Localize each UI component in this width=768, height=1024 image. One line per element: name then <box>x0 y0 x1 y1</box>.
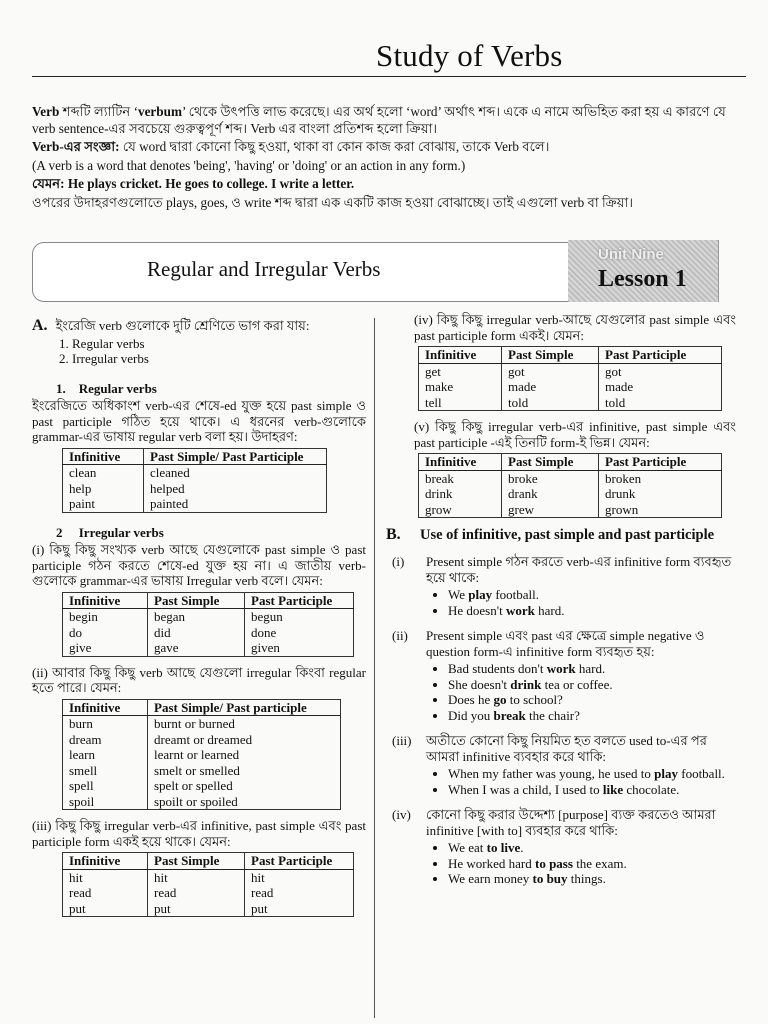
example-verb: to live <box>486 840 521 855</box>
item-body <box>426 807 736 887</box>
regular-verbs-table <box>62 448 327 513</box>
irregular-verbs-heading: 2 Irregular verbs <box>56 524 164 540</box>
table-cell: drank <box>502 486 599 502</box>
table-header: Infinitive <box>63 699 148 716</box>
intro-verbum: verbum <box>137 104 182 119</box>
table-cell: begun <box>245 609 354 625</box>
example-list <box>426 840 736 887</box>
item-number: (i) <box>392 554 405 569</box>
example-text: hard. <box>575 661 606 676</box>
table-cell: grown <box>599 502 722 518</box>
table-cell: made <box>599 379 722 395</box>
example-text: . <box>520 840 524 855</box>
section-letter: A. <box>32 317 48 334</box>
intro-section <box>32 104 752 213</box>
item-number: (iv) <box>392 807 411 822</box>
example-text: Bad students don't <box>448 661 547 676</box>
intro-text: শব্দটি ল্যাটিন ‘ <box>59 104 138 119</box>
table-row <box>63 763 341 779</box>
table-header: Past Participle <box>245 592 354 609</box>
irregular-verbs-table <box>62 592 354 657</box>
table-header: Past Simple <box>148 592 245 609</box>
list-item <box>448 603 736 619</box>
table-cell: learn <box>63 747 148 763</box>
different-forms-table <box>418 453 722 518</box>
list-item <box>448 871 736 887</box>
example-text: We eat <box>448 840 487 855</box>
section-b-heading <box>386 526 736 544</box>
same-form-paragraph: (iii) কিছু কিছু irregular verb-এর infinitive, past simple এবং past participle form একই হয়ে থাকে। যেমন: <box>32 818 366 849</box>
banner-title: Regular and Irregular Verbs <box>147 257 381 281</box>
table-row <box>63 640 354 656</box>
unit-badge <box>568 240 719 302</box>
list-item <box>448 782 736 798</box>
table-header: Infinitive <box>419 347 502 364</box>
table-row <box>63 794 341 810</box>
example-verb: write <box>279 176 309 191</box>
example-text: When I was a child, I used to <box>448 781 603 797</box>
table-row <box>63 732 341 748</box>
table-row <box>419 502 722 518</box>
example-verb: go <box>493 692 507 707</box>
section-a-heading <box>32 318 366 334</box>
table-header: Infinitive <box>63 592 148 609</box>
example-verb: work <box>505 602 535 618</box>
table-cell: clean <box>63 465 144 481</box>
section-b-title: Use of infinitive, past simple and past participle <box>420 527 715 543</box>
usage-item-3 <box>386 733 736 797</box>
regular-or-irregular-paragraph: (ii) আবার কিছু কিছু verb আছে যেগুলো irregular কিংবা regular হতে পারে। যেমন: <box>32 664 366 695</box>
table-row <box>419 379 722 395</box>
table-cell: put <box>245 901 354 917</box>
example-verb: to pass <box>535 855 573 871</box>
lesson-banner <box>32 242 570 302</box>
example-text: things. <box>567 871 606 886</box>
table-header: Infinitive <box>63 853 148 870</box>
unit-name: Unit Nine <box>598 246 664 263</box>
table-cell: put <box>148 901 245 917</box>
example-verb: like <box>602 781 624 797</box>
table-row <box>419 470 722 486</box>
example-verb: break <box>493 707 526 723</box>
example-text: to college. I <box>208 176 280 191</box>
example-text: cricket. He <box>116 176 185 191</box>
table-cell: get <box>419 363 502 379</box>
table-cell: done <box>245 625 354 641</box>
item-text: অতীতে কোনো কিছু নিয়মিত হত বলতে used to-এর পর আমরা infinitive ব্যবহার করে থাকি: <box>426 733 707 764</box>
item-text: কোনো কিছু করার উদ্দেশ্য [purpose] ব্যক্ত করতেও আমরা infinitive [with to] ব্যবহার করে থাকি: <box>426 807 716 838</box>
example-text: We earn money <box>448 871 533 886</box>
table-header: Past Participle <box>599 454 722 471</box>
list-item <box>448 708 736 724</box>
example-text: football. <box>492 587 540 602</box>
table-cell: read <box>63 885 148 901</box>
table-cell: painted <box>144 496 327 512</box>
page-title: Study of Verbs <box>376 38 563 73</box>
table-cell: dream <box>63 732 148 748</box>
table-cell: cleaned <box>144 465 327 481</box>
example-text: the chair? <box>525 707 580 723</box>
right-column <box>386 312 736 887</box>
table-header: Past Simple/ Past participle <box>148 699 341 716</box>
intro-text: ’ থেকে উৎপত্তি লাভ করেছে। এর অর্থ হলো ‘word’ অর্থাৎ শব্দ। একে এ নামে অভিহিত করা হয় এ কারণে যে verb sentence-এর সবচেয়ে গুরুত্বপূর্ণ শব্দ। Verb এর বাংলা প্রতিশব্দ হলো ক্রিয়া। <box>32 104 726 136</box>
table-header: Past Simple/ Past Participle <box>144 448 327 465</box>
table-row <box>419 395 722 411</box>
table-cell: drunk <box>599 486 722 502</box>
example-text: He worked hard <box>448 855 535 871</box>
table-cell: read <box>148 885 245 901</box>
table-cell: help <box>63 481 144 497</box>
regular-verbs-paragraph: ইংরেজিতে অধিকাংশ verb-এর শেষে-ed যুক্ত হয়ে past simple ও past participle গঠিত হয়ে থাকে। এ ধরনের verb-গুলোকে grammar-এর ভাষায় regular verb বলা হয়। উদাহরণ: <box>32 398 366 444</box>
table-cell: hit <box>245 869 354 885</box>
table-cell: smelt or smelled <box>148 763 341 779</box>
item-body <box>426 554 736 618</box>
list-item <box>448 587 736 603</box>
list-item <box>448 677 736 693</box>
table-row <box>63 885 354 901</box>
item-body <box>426 733 736 797</box>
definition-text: যে word দ্বারা কোনো কিছু হওয়া, থাকা বা কোন কাজ করা বোঝায়, তাকে Verb বলে। <box>119 139 550 154</box>
table-header: Past Simple <box>502 454 599 471</box>
table-row <box>63 901 354 917</box>
irregular-verbs-paragraph: (i) কিছু কিছু সংখ্যক verb আছে যেগুলোকে past simple ও past participle গঠন করতে শেষে-ed যুক্ত হয় না। এ জাতীয় verb-গুলোকে grammar-এর ভাষায় Irregular verb বলে। যেমন: <box>32 542 366 588</box>
table-cell: read <box>245 885 354 901</box>
usage-item-4 <box>386 807 736 887</box>
table-header: Past Participle <box>245 853 354 870</box>
table-cell: make <box>419 379 502 395</box>
table-row <box>63 609 354 625</box>
section-text: ইংরেজি verb গুলোকে দুটি শ্রেণিতে ভাগ করা যায়: <box>55 318 310 333</box>
table-row <box>63 778 341 794</box>
table-cell: burn <box>63 716 148 732</box>
table-cell: spoil <box>63 794 148 810</box>
example-verb: play <box>654 766 678 781</box>
table-cell: did <box>148 625 245 641</box>
table-row <box>419 486 722 502</box>
table-cell: dreamt or dreamed <box>148 732 341 748</box>
table-cell: drink <box>419 486 502 502</box>
list-item <box>448 856 736 872</box>
table-header: Past Simple <box>502 347 599 364</box>
list-item: 2. Irregular verbs <box>72 351 366 367</box>
list-item <box>448 692 736 708</box>
example-verb: drink <box>510 676 542 692</box>
list-item <box>448 840 736 856</box>
table-cell: tell <box>419 395 502 411</box>
example-verb: to buy <box>532 871 568 886</box>
table-cell: paint <box>63 496 144 512</box>
example-verb: work <box>546 661 576 676</box>
table-row <box>419 363 722 379</box>
definition-label: Verb-এর সংজ্ঞা: <box>32 139 120 154</box>
example-verb: play <box>468 587 493 602</box>
table-cell: made <box>502 379 599 395</box>
table-cell: give <box>63 640 148 656</box>
table-cell: helped <box>144 481 327 497</box>
example-text: Did you <box>448 707 494 723</box>
table-cell: begin <box>63 609 148 625</box>
intro-paragraph-5: ওপরের উদাহরণগুলোতে plays, goes, ও write শব্দ দ্বারা এক একটি কাজ হওয়া বোঝাচ্ছে। তাই এগুলো verb বা ক্রিয়া। <box>32 194 634 210</box>
example-text: chocolate. <box>623 781 680 797</box>
example-text: She doesn't <box>448 676 511 692</box>
example-text: a letter. <box>308 176 355 191</box>
intro-paragraph-2 <box>32 139 752 156</box>
table-cell: grow <box>419 502 502 518</box>
table-cell: hit <box>148 869 245 885</box>
table-cell: grew <box>502 502 599 518</box>
table-cell: began <box>148 609 245 625</box>
table-cell: break <box>419 470 502 486</box>
regular-or-irregular-table <box>62 699 341 811</box>
example-list <box>426 766 736 797</box>
example-text: When my father was young, he used to <box>448 766 655 781</box>
intro-paragraph-1 <box>32 104 752 137</box>
column-divider <box>374 318 375 1018</box>
table-header: Infinitive <box>63 448 144 465</box>
example-text: to school? <box>506 692 563 707</box>
same-form-table <box>62 852 354 917</box>
same-past-forms-paragraph: (iv) কিছু কিছু irregular verb-আছে যেগুলোর past simple এবং past participle form একই। যেমন: <box>414 312 736 343</box>
table-cell: hit <box>63 869 148 885</box>
table-row <box>63 625 354 641</box>
example-text: hard. <box>534 602 565 618</box>
table-cell: given <box>245 640 354 656</box>
table-cell: put <box>63 901 148 917</box>
example-text: He doesn't <box>448 602 506 618</box>
table-header: Past Simple <box>148 853 245 870</box>
item-text: Present simple গঠন করতে verb-এর infinitive form ব্যবহৃত হয়ে থাকে: <box>426 554 732 585</box>
list-item <box>448 661 736 677</box>
example-text: football. <box>677 766 725 781</box>
table-row <box>63 465 327 481</box>
intro-paragraph-4 <box>32 176 752 193</box>
table-cell: got <box>599 363 722 379</box>
table-row <box>63 716 341 732</box>
table-row <box>63 481 327 497</box>
intro-paragraph-3: (A verb is a word that denotes 'being', 'having' or 'doing' or an action in any form.) <box>32 157 466 173</box>
table-header: Infinitive <box>419 454 502 471</box>
verb-types-list <box>32 336 366 367</box>
example-text: tea or coffee. <box>541 676 613 692</box>
regular-verbs-heading: 1. Regular verbs <box>56 380 157 396</box>
table-cell: smell <box>63 763 148 779</box>
table-cell: told <box>502 395 599 411</box>
item-number: (iii) <box>392 733 412 748</box>
intro-verb-word: Verb <box>32 104 60 119</box>
table-cell: spell <box>63 778 148 794</box>
table-cell: spoilt or spoiled <box>148 794 341 810</box>
left-column <box>32 318 366 925</box>
table-row <box>63 747 341 763</box>
example-text: We <box>448 587 469 602</box>
lesson-number: Lesson 1 <box>598 266 687 292</box>
table-cell: burnt or burned <box>148 716 341 732</box>
table-cell: broke <box>502 470 599 486</box>
table-cell: do <box>63 625 148 641</box>
section-letter: B. <box>386 526 401 543</box>
table-cell: got <box>502 363 599 379</box>
table-row <box>63 496 327 512</box>
example-verb: goes <box>184 176 209 191</box>
item-text: Present simple এবং past এর ক্ষেত্রে simple negative ও question form-এ infinitive form ব্যবহৃত হয়: <box>426 628 705 659</box>
table-header: Past Participle <box>599 347 722 364</box>
example-text: Does he <box>448 692 494 707</box>
table-cell: broken <box>599 470 722 486</box>
usage-item-2 <box>386 628 736 723</box>
item-number: (ii) <box>392 628 408 643</box>
example-verb: plays <box>87 176 117 191</box>
example-list <box>426 661 736 723</box>
table-cell: learnt or learned <box>148 747 341 763</box>
table-cell: spelt or spelled <box>148 778 341 794</box>
same-past-forms-table <box>418 346 722 411</box>
item-body <box>426 628 736 723</box>
table-cell: told <box>599 395 722 411</box>
table-cell: gave <box>148 640 245 656</box>
example-text: যেমন: He <box>32 176 88 191</box>
example-text: the exam. <box>572 855 627 871</box>
title-rule <box>32 76 746 77</box>
list-item <box>448 766 736 782</box>
example-list <box>426 587 736 618</box>
table-row <box>63 869 354 885</box>
usage-item-1 <box>386 554 736 618</box>
list-item: 1. Regular verbs <box>72 336 366 352</box>
different-forms-paragraph: (v) কিছু কিছু irregular verb-এর infinitive, past simple এবং past participle -এই তিনটি form-ই ভিন্ন। যেমন: <box>414 419 736 450</box>
